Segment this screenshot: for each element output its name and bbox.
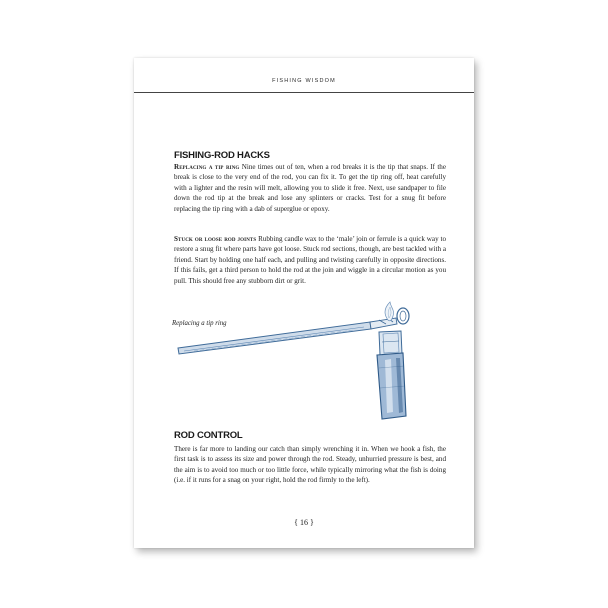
paragraph-stuck-loose-joints [174,234,446,286]
running-head: FISHING WISDOM [272,78,336,84]
paragraph-lead: Stuck or loose rod joints [174,235,257,243]
fishing-rod-drawing [178,308,409,354]
illustration-caption: Replacing a tip ring [172,320,227,327]
rod-and-lighter-illustration [174,298,414,448]
paragraph-text: Rubbing candle wax to the ‘male’ join or ferrule is a quick way to restore a snug fit where parts have got loose. Stuck rod sections, though, are best tackled with a friend. Start by holding one half each, and pulling and twisting carefully in opposite directions. If this fails, get a third person to hold the rod at the join and wiggle in a circular motion as you pull. This should free any stubborn dirt or grit. [174,235,446,285]
section-heading-rod-control: ROD CONTROL [174,430,243,441]
section-heading-fishing-rod-hacks: FISHING-ROD HACKS [174,150,270,161]
paragraph-replacing-tip-ring [174,162,446,214]
paragraph-lead: Replacing a tip ring [174,163,240,171]
header-rule [134,92,474,93]
paragraph-rod-control: There is far more to landing our catch than simply wrenching it in. When we hook a fish, the first task is to assess its size and power through the rod. Steady, unhurried pressure is best, and the aim is to avoid too much or too little force, while typically mirroring what the fish is doing (i.e. if it runs for a snag on your right, hold the rod firmly to the left). [174,445,446,485]
page-number: { 16 } [294,518,314,527]
book-page [134,58,474,548]
lighter-drawing [377,331,406,419]
paragraph-text: Nine times out of ten, when a rod breaks it is the tip that snaps. If the break is close to the very end of the rod, you can fix it. To get the tip ring off, heat carefully with a lighter and the resin will melt, allowing you to slide it free. Next, use sandpaper to file down the rod tip at the break and lose any splinters or cracks. Test for a snug fit before replacing the tip ring with a dab of superglue or epoxy. [174,163,446,213]
flame-drawing [385,302,394,321]
